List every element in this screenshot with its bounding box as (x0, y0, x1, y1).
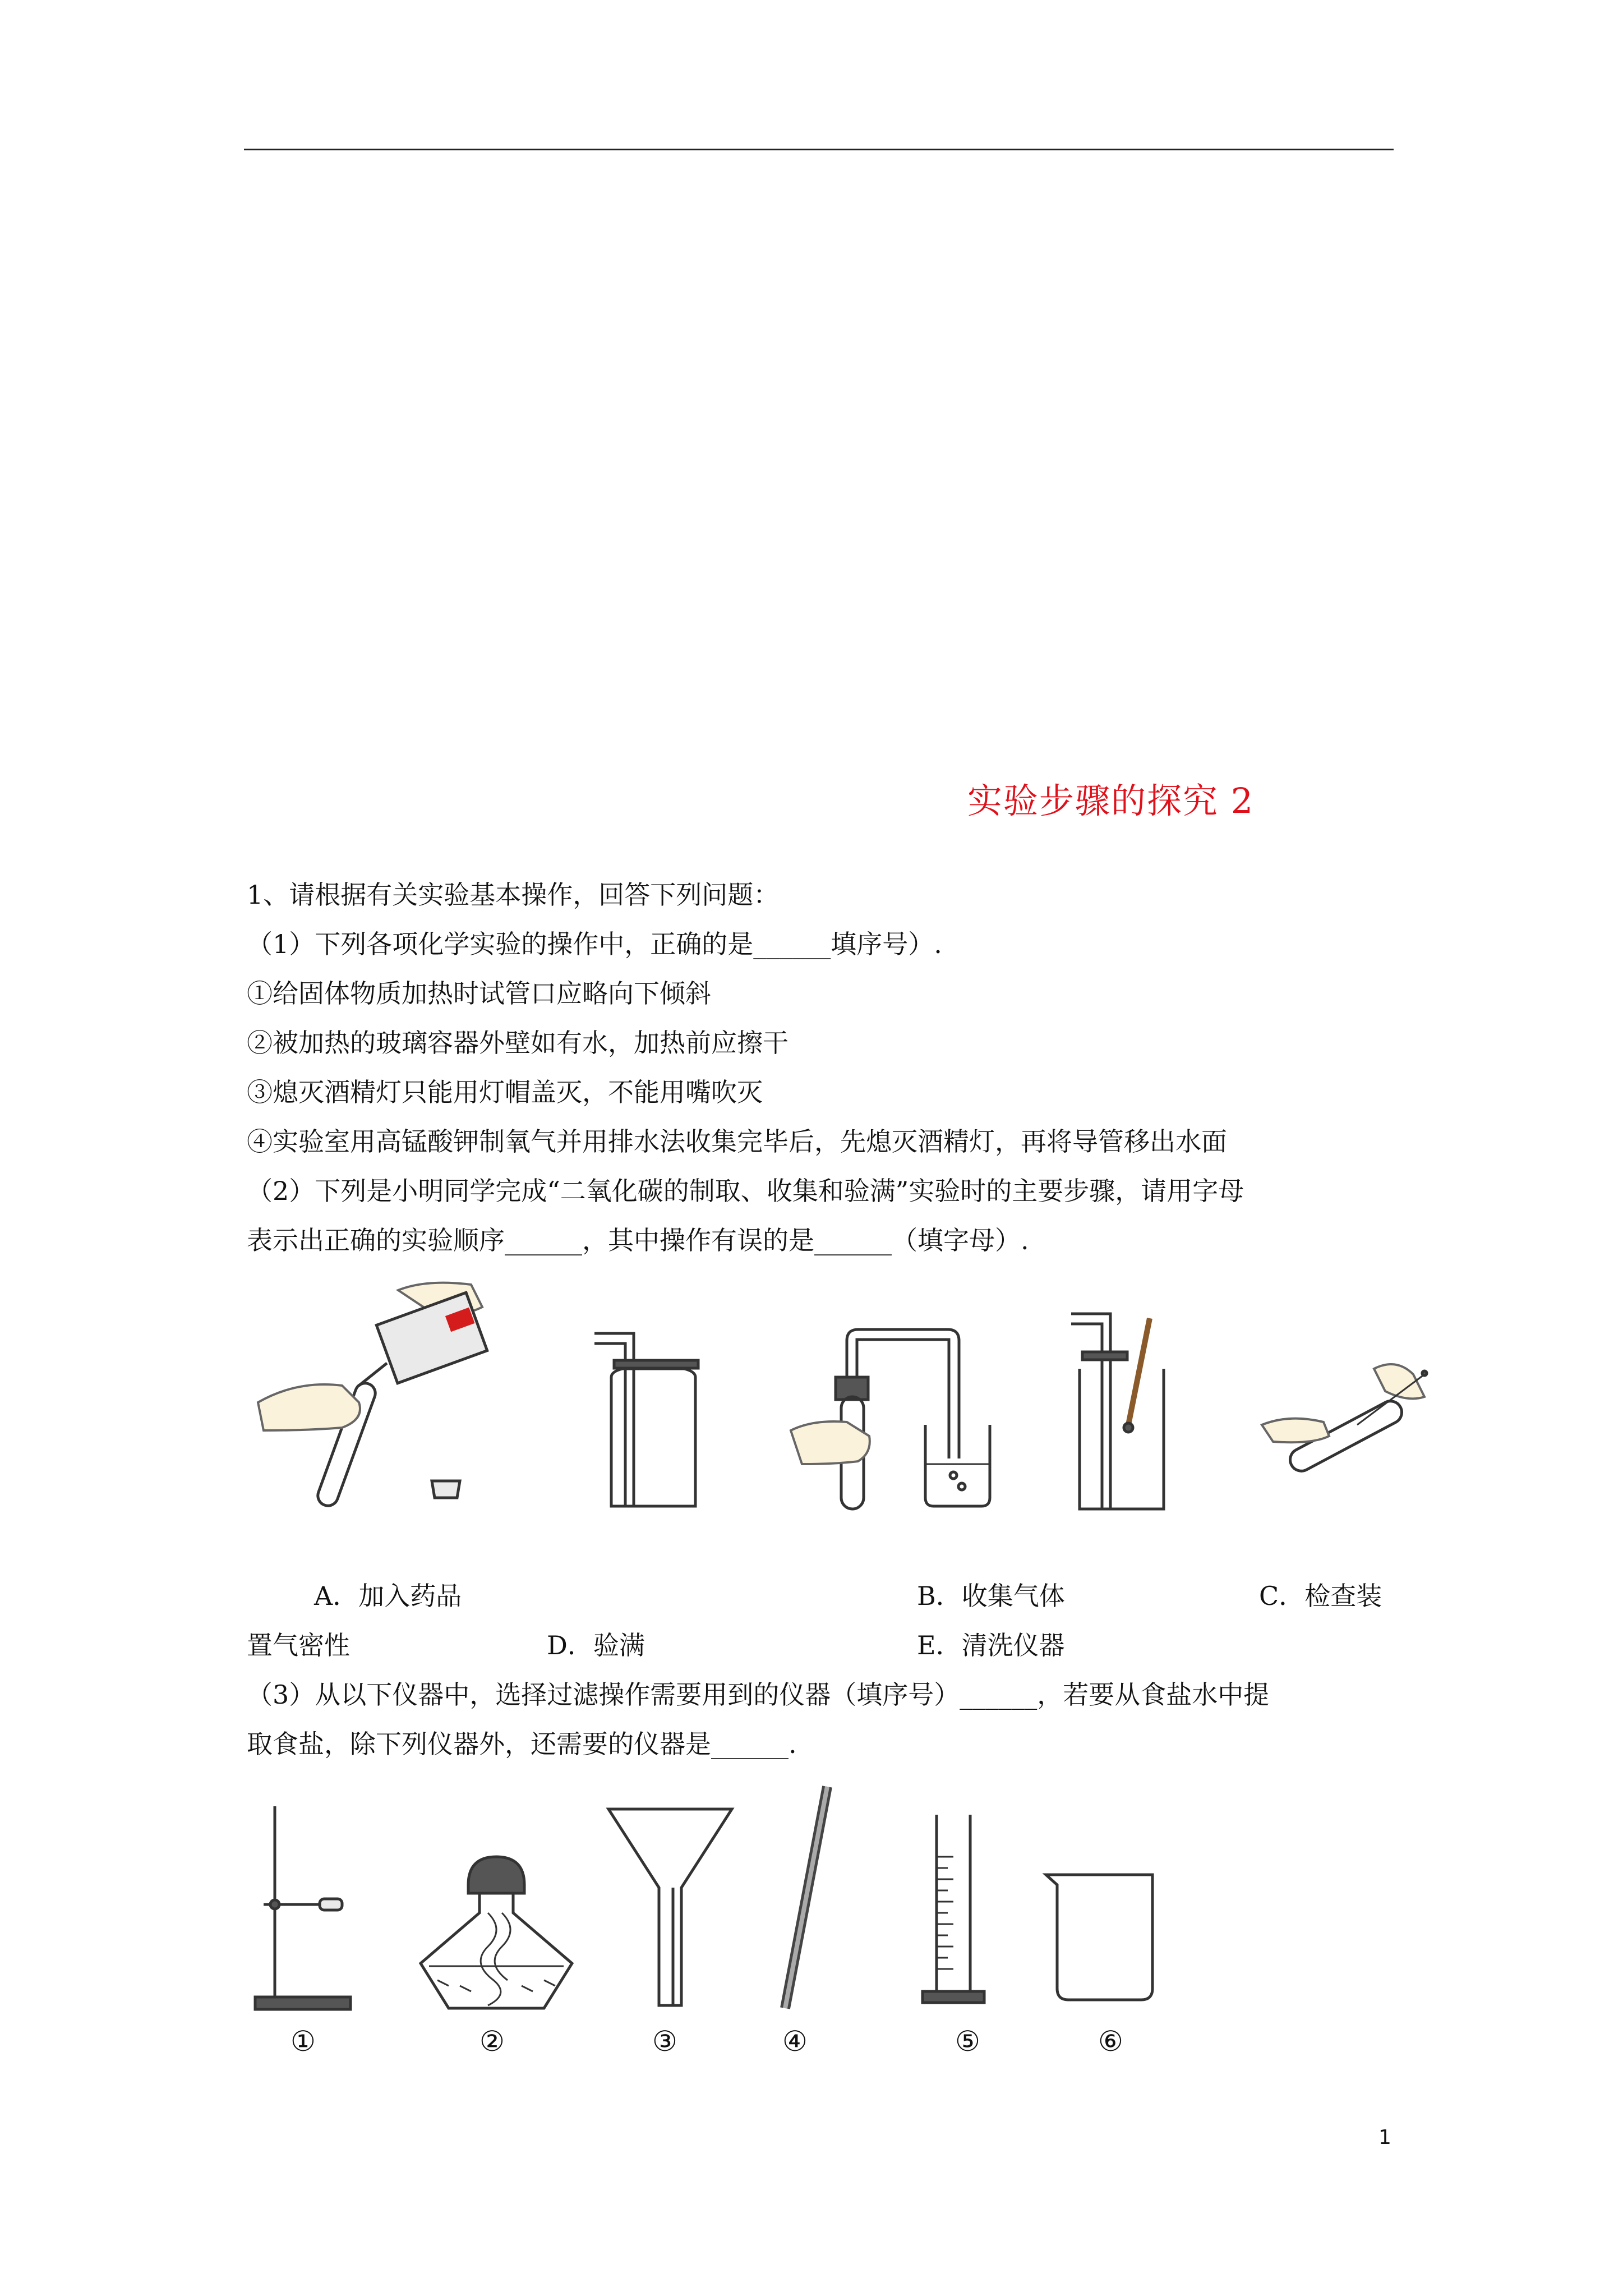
instrument-label-4: ④ (782, 2025, 808, 2058)
figure-a-adding-reagent (247, 1273, 505, 1526)
caption-e: E．清洗仪器 (917, 1630, 1065, 1660)
page-number: 1 (1378, 2126, 1391, 2149)
graduated-cylinder-icon (920, 1812, 987, 2014)
iron-stand-icon (252, 1806, 353, 2014)
figure-d-verifying-full (1066, 1307, 1178, 1515)
figure-c-checking-airtightness (780, 1324, 993, 1515)
instrument-label-5: ⑤ (955, 2025, 980, 2058)
page-title: 实验步骤的探究 2 (967, 780, 1255, 821)
question-part1: （1）下列各项化学实验的操作中，正确的是______填序号）. (247, 929, 942, 959)
funnel-icon (606, 1803, 735, 2011)
figure-b-collecting-gas (589, 1327, 701, 1512)
caption-c-part1: C．检查装 (1259, 1581, 1382, 1611)
header-rule (244, 149, 1394, 150)
question-intro: 1、请根据有关实验基本操作，回答下列问题： (247, 880, 780, 910)
caption-a: A．加入药品 (314, 1581, 462, 1611)
question-part3-line2: 取食盐，除下列仪器外，还需要的仪器是______. (247, 1729, 797, 1759)
option-4: ④实验室用高锰酸钾制氧气并用排水法收集完毕后，先熄灭酒精灯，再将导管移出水面 (247, 1126, 1227, 1157)
question-part3-line1: （3）从以下仪器中，选择过滤操作需要用到的仪器（填序号）______，若要从食盐水中提 (247, 1680, 1270, 1710)
option-2: ②被加热的玻璃容器外壁如有水，加热前应擦干 (247, 1028, 789, 1058)
question-part2-line2: 表示出正确的实验顺序______，其中操作有误的是______（填字母）. (247, 1225, 1029, 1255)
figure-e-cleaning-instrument (1262, 1352, 1447, 1492)
glass-rod-icon (774, 1784, 841, 2014)
caption-c-part2: 置气密性 (247, 1630, 350, 1660)
instrument-label-6: ⑥ (1098, 2025, 1123, 2058)
caption-b: B．收集气体 (917, 1581, 1065, 1611)
beaker-icon (1043, 1868, 1166, 2003)
instrument-label-3: ③ (652, 2025, 677, 2058)
caption-d: D．验满 (547, 1630, 645, 1660)
option-1: ①给固体物质加热时试管口应略向下倾斜 (247, 978, 711, 1009)
option-3: ③熄灭酒精灯只能用灯帽盖灭，不能用嘴吹灭 (247, 1077, 763, 1107)
question-part2-line1: （2）下列是小明同学完成“二氧化碳的制取、收集和验满”实验时的主要步骤，请用字母 (247, 1176, 1244, 1206)
instrument-label-1: ① (291, 2025, 316, 2058)
alcohol-lamp-icon (415, 1851, 578, 2014)
instrument-label-2: ② (479, 2025, 505, 2058)
